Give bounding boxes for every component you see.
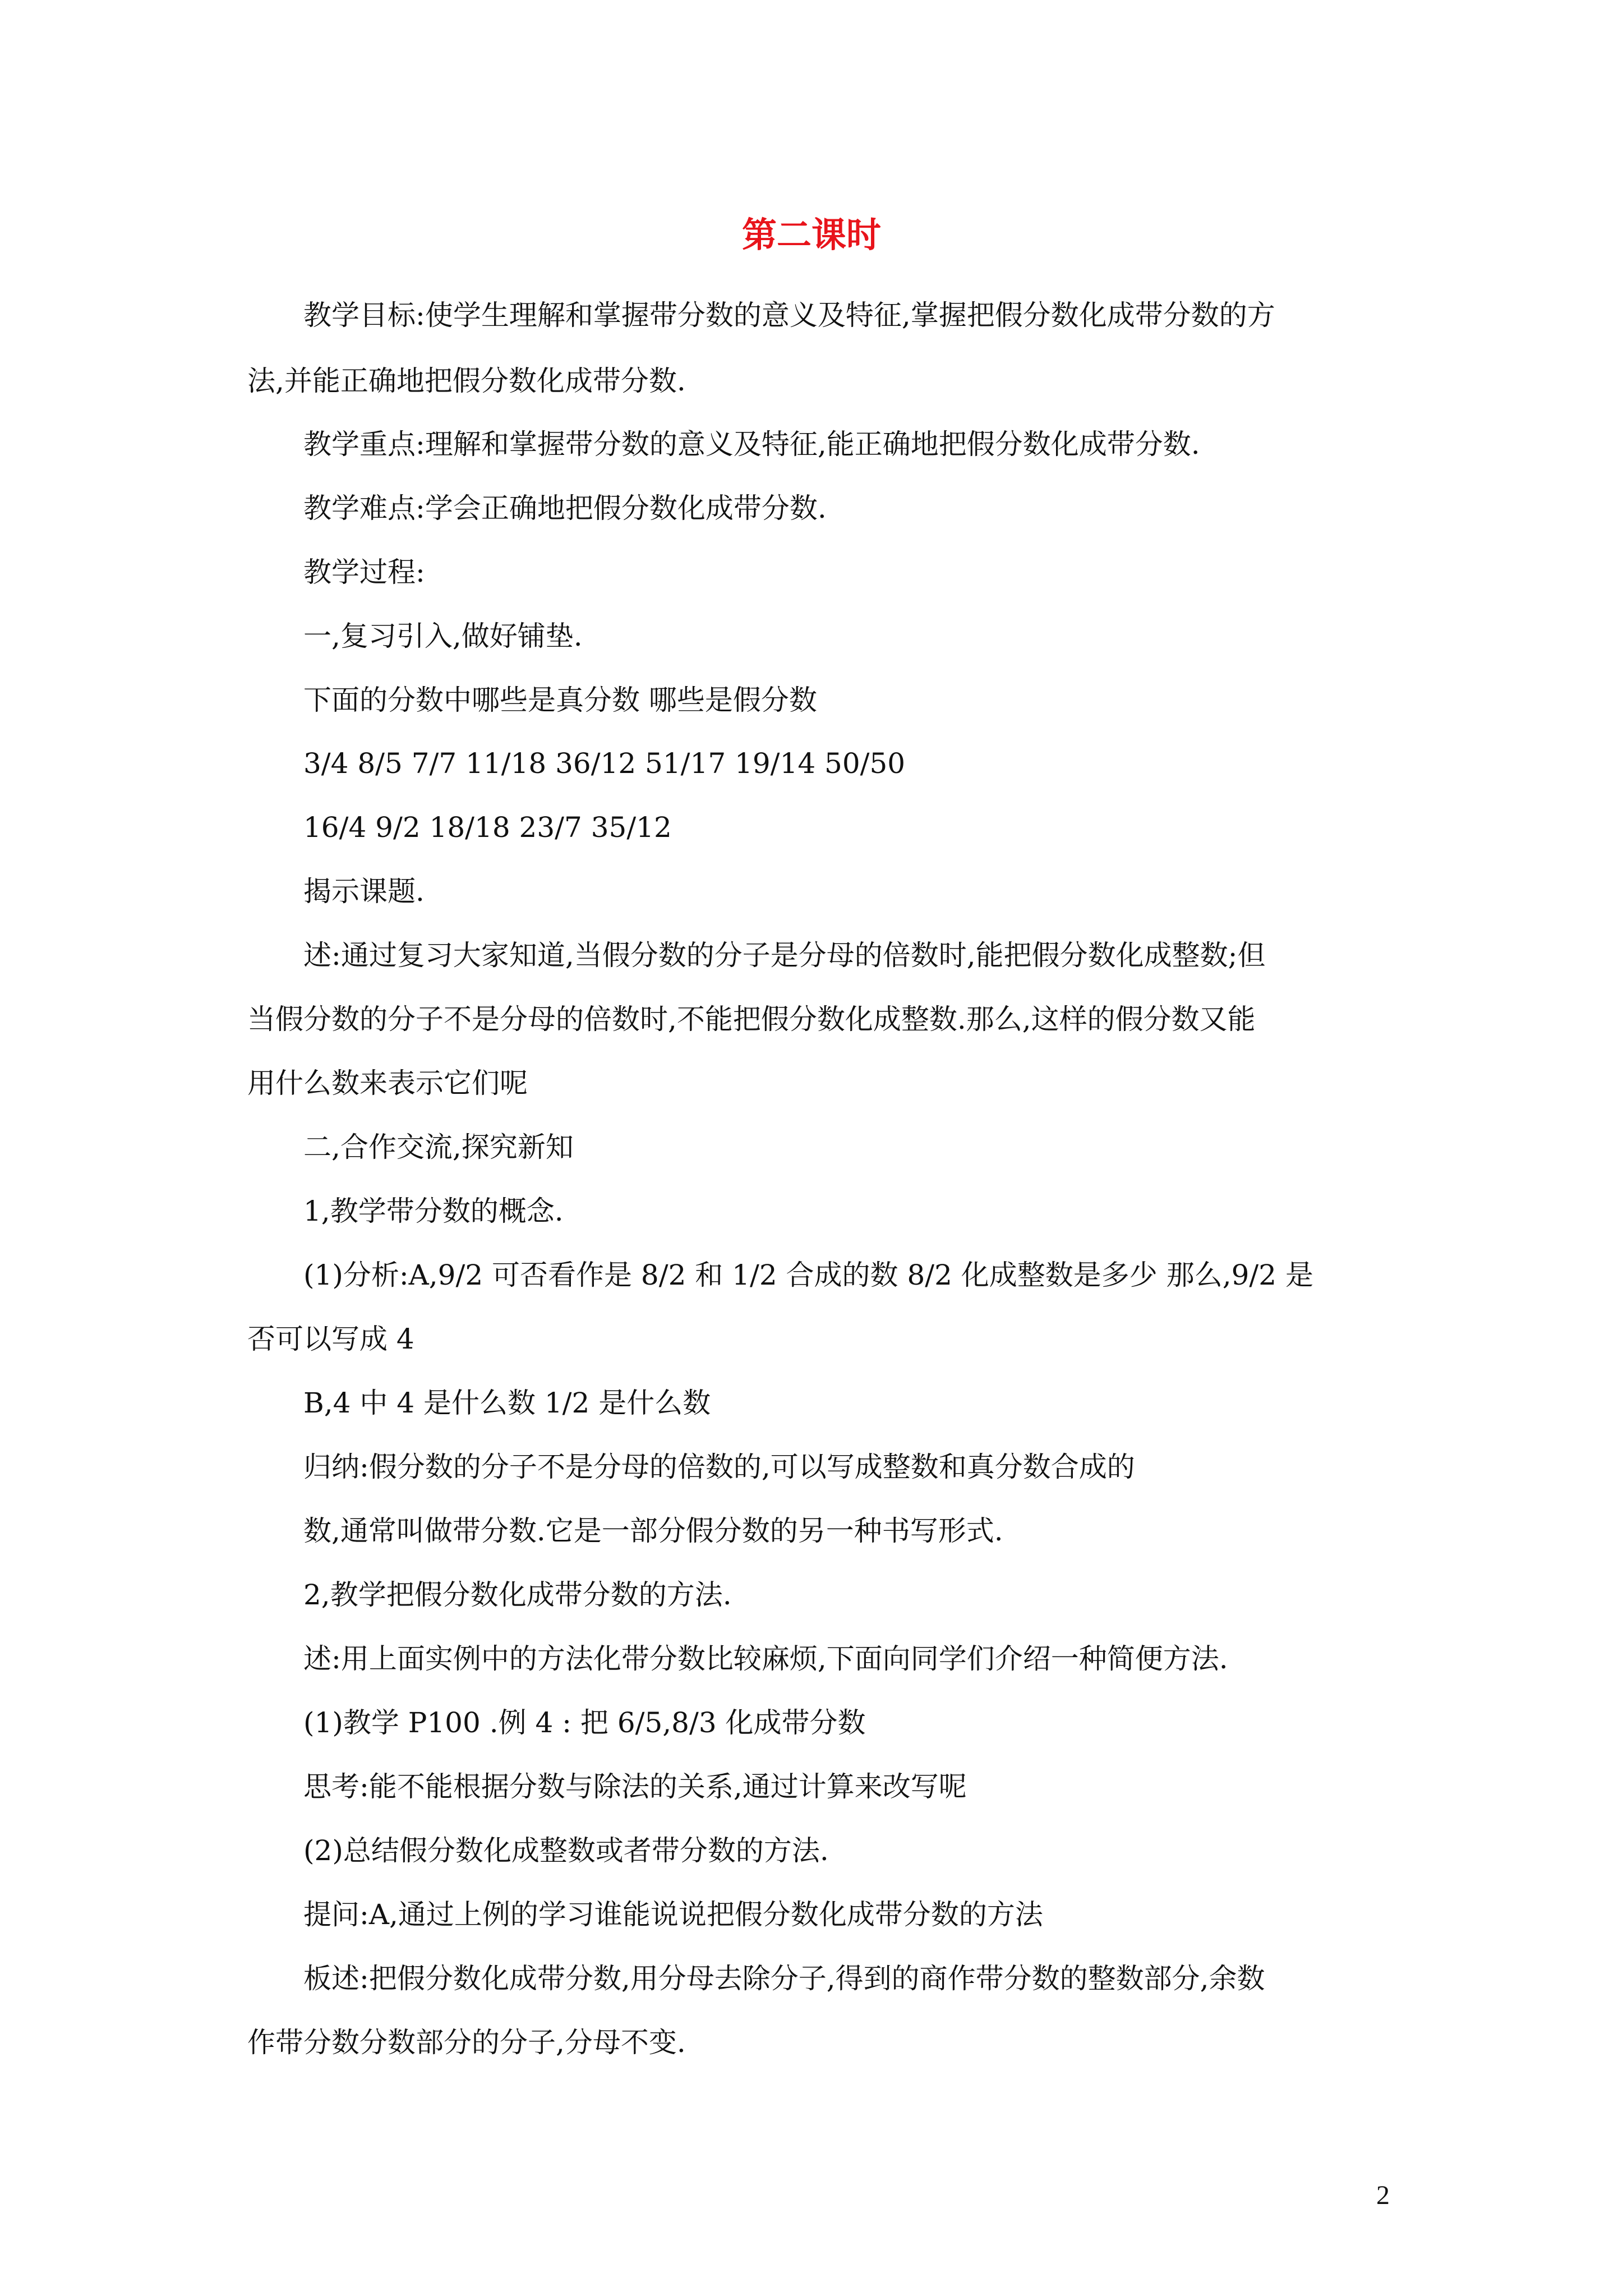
line-section-2: 二,合作交流,探究新知 (303, 1131, 574, 1163)
page-title: 第二课时 (741, 214, 881, 255)
line-narration-3: 用什么数来表示它们呢 (247, 1067, 528, 1099)
line-process-heading: 教学过程: (303, 556, 425, 588)
line-analysis-2: 否可以写成 4 (247, 1323, 414, 1355)
line-objective-1: 教学目标:使学生理解和掌握带分数的意义及特征,掌握把假分数化成带分数的方 (303, 299, 1275, 332)
page-number: 2 (1376, 2180, 1390, 2210)
line-summary-1: 归纳:假分数的分子不是分母的倍数的,可以写成整数和真分数合成的 (303, 1451, 1135, 1483)
line-concept-heading: 1,教学带分数的概念. (303, 1195, 564, 1227)
line-analysis-1: (1)分析:A,9/2 可否看作是 8/2 和 1/2 合成的数 8/2 化成整数是多少 那么,9/2 是 (303, 1259, 1313, 1291)
line-difficulty: 教学难点:学会正确地把假分数化成带分数. (303, 492, 827, 524)
line-fractions-1: 3/4 8/5 7/7 11/18 36/12 51/17 19/14 50/50 (303, 747, 906, 780)
line-objective-2: 法,并能正确地把假分数化成带分数. (247, 365, 686, 397)
line-method-heading: 2,教学把假分数化成带分数的方法. (303, 1579, 732, 1611)
line-board-2: 作带分数分数部分的分子,分母不变. (247, 2026, 686, 2059)
line-method-narration: 述:用上面实例中的方法化带分数比较麻烦,下面向同学们介绍一种简便方法. (303, 1642, 1228, 1675)
line-ask: 提问:A,通过上例的学习谁能说说把假分数化成带分数的方法 (303, 1898, 1043, 1931)
line-example: (1)教学 P100 .例 4 : 把 6/5,8/3 化成带分数 (303, 1706, 866, 1739)
line-question: 下面的分数中哪些是真分数 哪些是假分数 (303, 684, 817, 716)
line-summarize-method: (2)总结假分数化成整数或者带分数的方法. (303, 1834, 829, 1867)
line-think: 思考:能不能根据分数与除法的关系,通过计算来改写呢 (303, 1770, 967, 1803)
line-key-point: 教学重点:理解和掌握带分数的意义及特征,能正确地把假分数化成带分数. (303, 428, 1200, 461)
line-analysis-b: B,4 中 4 是什么数 1/2 是什么数 (303, 1387, 711, 1419)
line-narration-2: 当假分数的分子不是分母的倍数时,不能把假分数化成整数.那么,这样的假分数又能 (247, 1003, 1256, 1036)
line-section-1: 一,复习引入,做好铺垫. (303, 620, 583, 652)
line-summary-2: 数,通常叫做带分数.它是一部分假分数的另一种书写形式. (303, 1515, 1003, 1547)
line-reveal-topic: 揭示课题. (303, 875, 425, 908)
line-fractions-2: 16/4 9/2 18/18 23/7 35/12 (303, 811, 672, 844)
line-narration-1: 述:通过复习大家知道,当假分数的分子是分母的倍数时,能把假分数化成整数;但 (303, 939, 1266, 972)
line-board-1: 板述:把假分数化成带分数,用分母去除分子,得到的商作带分数的整数部分,余数 (303, 1962, 1265, 1995)
